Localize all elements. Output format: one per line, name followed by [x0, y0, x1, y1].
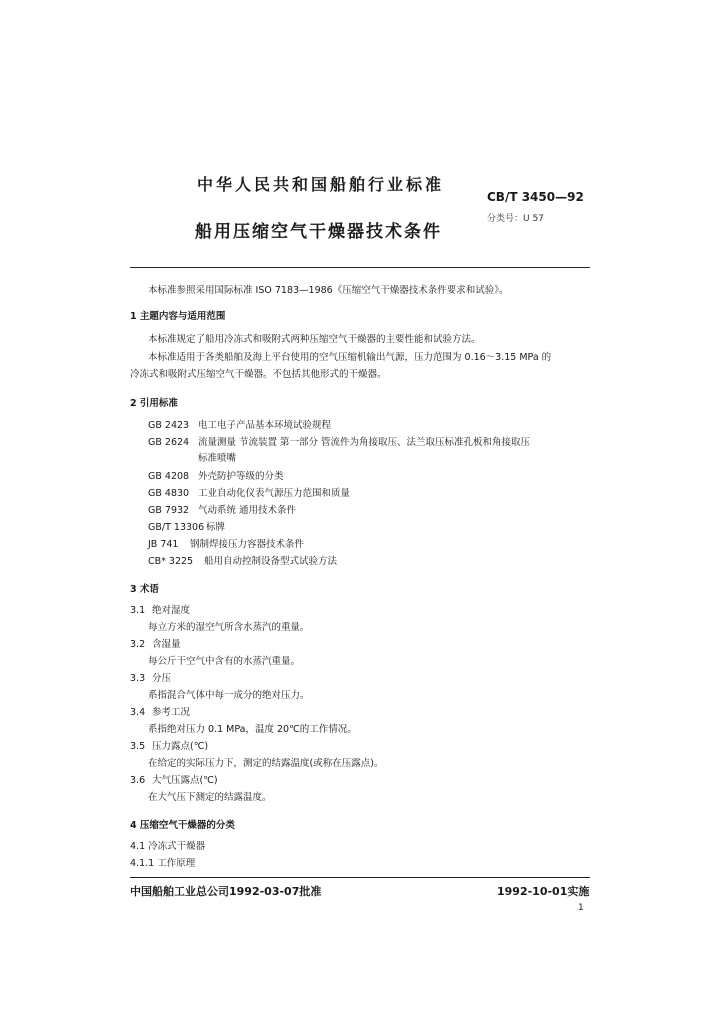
reference-item — [148, 487, 350, 501]
term-name: 参考工况 — [152, 707, 191, 718]
term-definition: 在给定的实际压力下，测定的结露温度(或称在压露点)。 — [148, 758, 384, 769]
section-4-heading: 4 压缩空气干燥器的分类 — [130, 820, 235, 831]
term-heading — [130, 672, 171, 686]
reference-code: JB 741 — [148, 539, 179, 550]
section-1-paragraph-2: 本标准适用于各类船舶及海上平台使用的空气压缩机输出气源，压力范围为 0.16～3.15 MPa 的 — [148, 352, 552, 363]
reference-code: GB 7932 — [148, 505, 190, 516]
section-4-1-heading: 4.1 冷冻式干燥器 — [130, 841, 206, 852]
classification-number: 分类号：U 57 — [487, 214, 544, 224]
term-name: 大气压露点(℃) — [152, 775, 218, 786]
term-name: 分压 — [152, 673, 172, 684]
reference-title: 标牌 — [206, 522, 226, 533]
term-heading — [130, 740, 208, 754]
reference-code: GB 4830 — [148, 488, 190, 499]
term-name: 含湿量 — [152, 639, 181, 650]
section-1-paragraph-2-cont: 冷冻式和吸附式压缩空气干燥器。不包括其他形式的干燥器。 — [130, 369, 387, 380]
reference-item — [148, 419, 331, 433]
reference-title: 标准喷嘴 — [198, 453, 237, 464]
term-number: 3.5 — [130, 741, 146, 752]
reference-code: GB 2624 — [148, 437, 190, 448]
reference-code: GB/T 13306 — [148, 522, 205, 533]
term-definition: 系指混合气体中每一成分的绝对压力。 — [148, 690, 310, 701]
section-2-heading: 2 引用标准 — [130, 398, 178, 409]
org-title: 中华人民共和国船舶行业标准 — [197, 175, 445, 194]
term-number: 3.4 — [130, 707, 146, 718]
reference-item — [148, 504, 296, 518]
reference-item — [148, 436, 530, 450]
intro-paragraph: 本标准参照采用国际标准 ISO 7183—1986《压缩空气干燥器技术条件要求和试验》。 — [148, 285, 509, 296]
term-definition: 系指绝对压力 0.1 MPa，温度 20℃的工作情况。 — [148, 724, 357, 735]
page-number: 1 — [578, 903, 584, 913]
section-1-paragraph-1: 本标准规定了船用冷冻式和吸附式两种压缩空气干燥器的主要性能和试验方法。 — [148, 334, 481, 345]
term-number: 3.2 — [130, 639, 146, 650]
section-1-heading: 1 主题内容与适用范围 — [130, 311, 226, 322]
term-name: 绝对湿度 — [152, 605, 191, 616]
reference-title: 船用自动控制设备型式试验方法 — [204, 556, 338, 567]
section-4-1-1-heading: 4.1.1 工作原理 — [130, 858, 196, 869]
term-number: 3.1 — [130, 605, 146, 616]
reference-code: GB 4208 — [148, 471, 190, 482]
term-heading — [130, 604, 190, 618]
reference-title: 外壳防护等级的分类 — [198, 471, 284, 482]
implementation-date: 1992-10-01实施 — [497, 885, 590, 898]
reference-item — [148, 521, 225, 535]
footer-divider — [130, 877, 590, 878]
approval-statement: 中国船舶工业总公司1992-03-07批准 — [130, 885, 322, 898]
reference-title: 电工电子产品基本环境试验规程 — [198, 420, 332, 431]
term-name: 压力露点(℃) — [152, 741, 209, 752]
term-heading — [130, 706, 190, 720]
document-title: 船用压缩空气干燥器技术条件 — [195, 222, 442, 242]
reference-code: CB* 3225 — [148, 556, 194, 567]
standard-number: CB/T 3450—92 — [487, 190, 584, 204]
reference-title: 钢制焊接压力容器技术条件 — [190, 539, 305, 550]
term-number: 3.3 — [130, 673, 146, 684]
term-definition: 在大气压下测定的结露温度。 — [148, 792, 272, 803]
term-definition: 每公斤干空气中含有的水蒸汽重量。 — [148, 656, 301, 667]
reference-item — [148, 470, 284, 484]
header-divider — [130, 267, 590, 268]
term-definition: 每立方米的湿空气所含水蒸汽的重量。 — [148, 622, 310, 633]
reference-item — [148, 538, 304, 552]
section-3-heading: 3 术语 — [130, 584, 159, 595]
reference-title: 工业自动化仪表气源压力范围和质量 — [198, 488, 351, 499]
reference-title: 流量测量 节流装置 第一部分 管流件为角接取压、法兰取压标准孔板和角接取压 — [198, 437, 531, 448]
term-heading — [130, 774, 218, 788]
reference-item — [148, 555, 337, 569]
reference-item — [148, 452, 236, 466]
term-number: 3.6 — [130, 775, 146, 786]
reference-title: 气动系统 通用技术条件 — [198, 505, 297, 516]
term-heading — [130, 638, 181, 652]
reference-code: GB 2423 — [148, 420, 190, 431]
